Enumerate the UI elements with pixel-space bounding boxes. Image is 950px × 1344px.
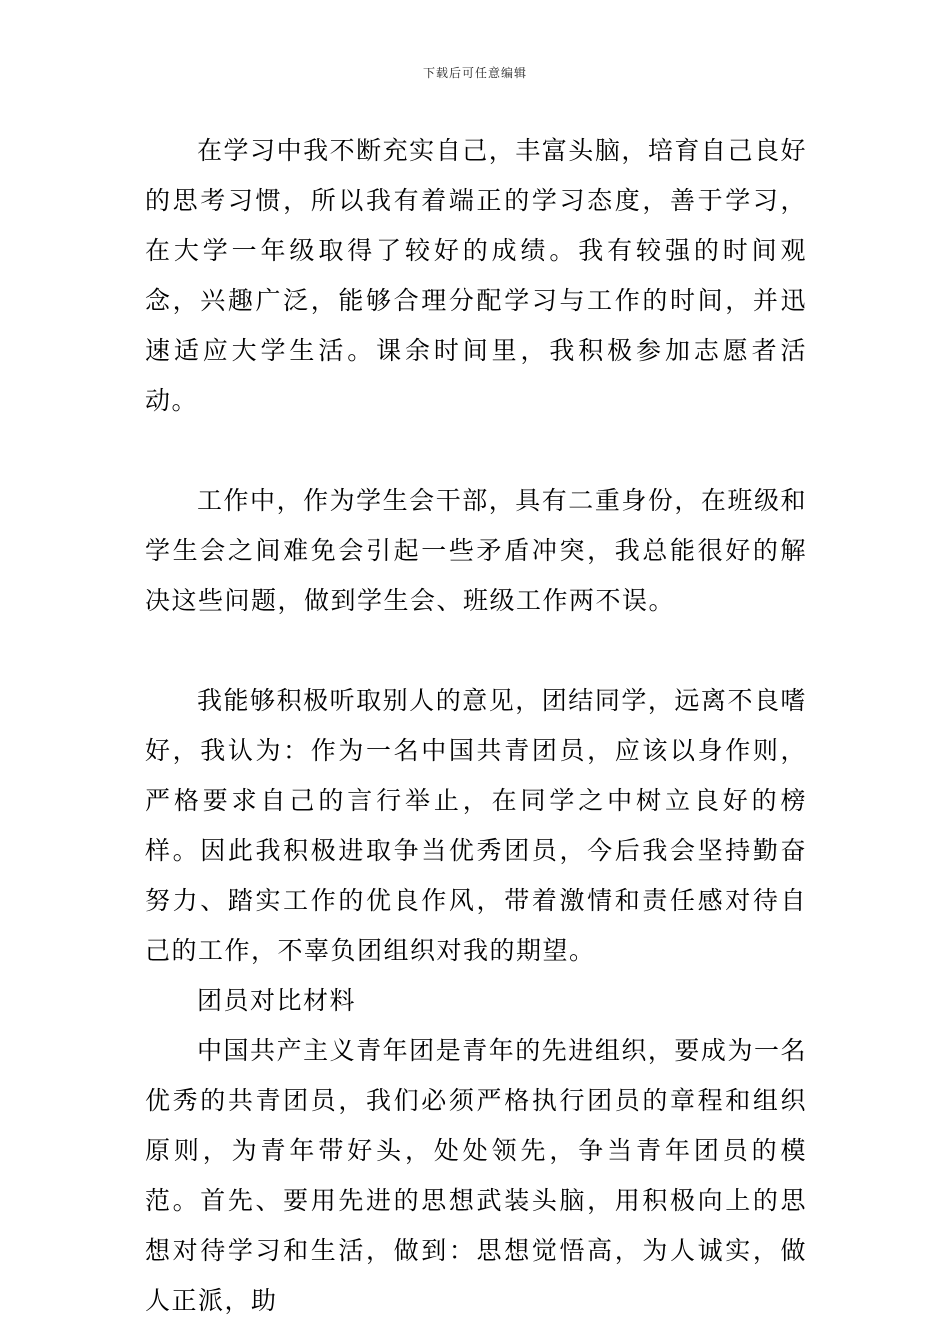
paragraph-study: 在学习中我不断充实自己，丰富头脑，培育自己良好的思考习惯，所以我有着端正的学习态度，善于学习，在大学一年级取得了较好的成绩。我有较强的时间观念，兴趣广泛，能够合理分配学习与工作的时间，并迅速适应大学生活。课余时间里，我积极参加志愿者活动。 [145,136,807,415]
paragraph-attitude: 我能够积极听取别人的意见，团结同学，远离不良嗜好，我认为：作为一名中国共青团员，应该以身作则，严格要求自己的言行举止，在同学之中树立良好的榜样。因此我积极进取争当优秀团员，今后我会坚持勤奋努力、踏实工作的优良作风，带着激情和责任感对待自己的工作，不辜负团组织对我的期望。 [145,686,807,965]
section-title: 团员对比材料 [197,986,357,1015]
document-body [145,126,807,1326]
paragraph-spacer [145,426,807,476]
paragraph-league: 中国共产主义青年团是青年的先进组织，要成为一名优秀的共青团员，我们必须严格执行团员的章程和组织原则，为青年带好头，处处领先，争当青年团员的模范。首先、要用先进的思想武装头脑，用积极向上的思想对待学习和生活，做到：思想觉悟高，为人诚实，做人正派，助 [145,1036,807,1315]
page-header: 下载后可任意编辑 [422,66,527,80]
paragraph-spacer [145,626,807,676]
paragraph-work: 工作中，作为学生会干部，具有二重身份，在班级和学生会之间难免会引起一些矛盾冲突，我总能很好的解决这些问题，做到学生会、班级工作两不误。 [145,486,807,615]
